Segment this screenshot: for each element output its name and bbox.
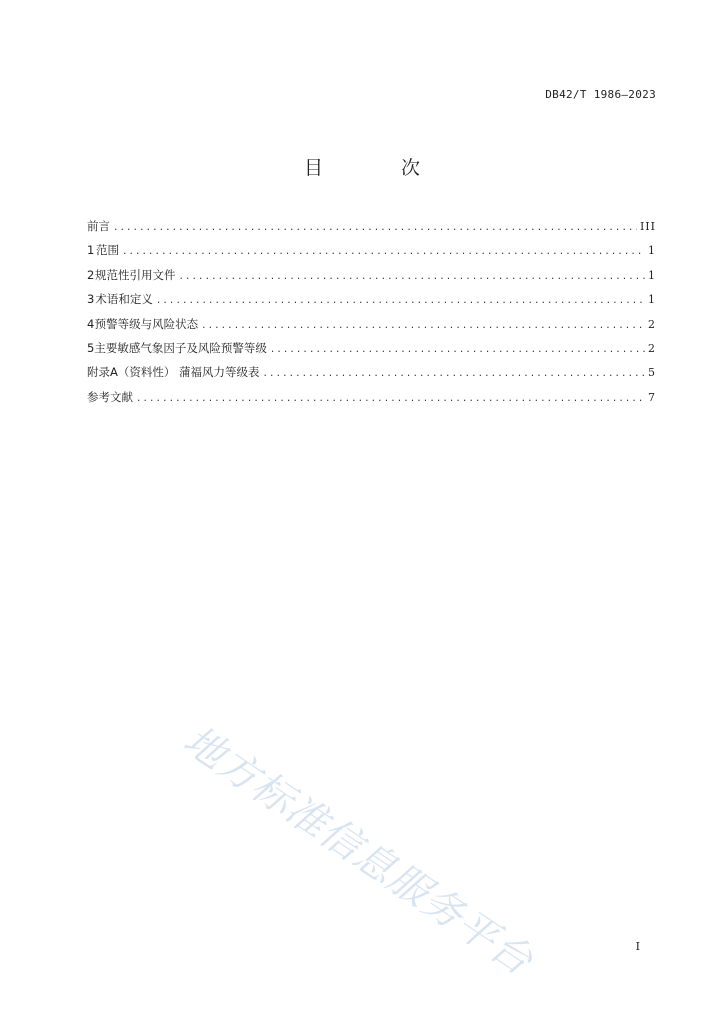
toc-item-sensitive-factors[interactable] — [87, 340, 656, 364]
toc-item-page: 5 — [648, 366, 656, 380]
toc-item-number: 4 — [87, 316, 95, 331]
toc-item-page: 2 — [648, 341, 656, 355]
page-title: 目 次 — [303, 157, 457, 179]
toc-item-label: 前言 — [87, 219, 110, 233]
toc-item-normative-references[interactable] — [87, 267, 656, 291]
toc-leader-dots — [113, 223, 637, 233]
toc-item-label: 规范性引用文件 — [95, 267, 176, 282]
table-of-contents — [87, 218, 656, 413]
toc-item-number: 1 — [87, 243, 95, 258]
toc-item-foreword[interactable] — [87, 218, 656, 242]
toc-item-appendix-a[interactable] — [87, 364, 656, 388]
toc-item-label: 主要敏感气象因子及风险预警等级 — [94, 340, 267, 355]
toc-leader-dots — [179, 272, 646, 282]
standard-code: DB42/T 1986—2023 — [545, 88, 656, 101]
toc-item-label: 附录A（资料性） 蒲福风力等级表 — [87, 365, 260, 380]
toc-item-page: III — [639, 220, 656, 233]
toc-item-number: 5 — [87, 340, 95, 355]
toc-item-number: 2 — [87, 267, 95, 282]
toc-item-warning-levels[interactable] — [87, 316, 656, 340]
toc-leader-dots — [156, 296, 645, 306]
watermark: 地方标准信息服务平台 — [175, 717, 541, 985]
toc-item-page: 1 — [648, 244, 656, 258]
toc-item-page: 1 — [648, 293, 656, 307]
toc-item-page: 2 — [648, 317, 656, 331]
toc-leader-dots — [270, 345, 645, 355]
toc-item-label: 预警等级与风险状态 — [94, 316, 199, 331]
toc-item-page: 7 — [648, 390, 656, 404]
toc-item-scope[interactable] — [87, 242, 656, 266]
toc-item-label: 范围 — [95, 243, 119, 258]
toc-item-label: 术语和定义 — [95, 292, 153, 307]
toc-item-terms-definitions[interactable] — [87, 291, 656, 315]
toc-leader-dots — [201, 321, 645, 331]
toc-item-number: 3 — [87, 292, 95, 307]
toc-item-label: 参考文献 — [87, 389, 133, 404]
toc-leader-dots — [263, 369, 645, 379]
footer-page-number: I — [635, 940, 640, 953]
toc-leader-dots — [136, 394, 645, 404]
toc-item-references[interactable] — [87, 389, 656, 413]
toc-leader-dots — [122, 247, 645, 257]
toc-item-page: 1 — [648, 268, 656, 282]
